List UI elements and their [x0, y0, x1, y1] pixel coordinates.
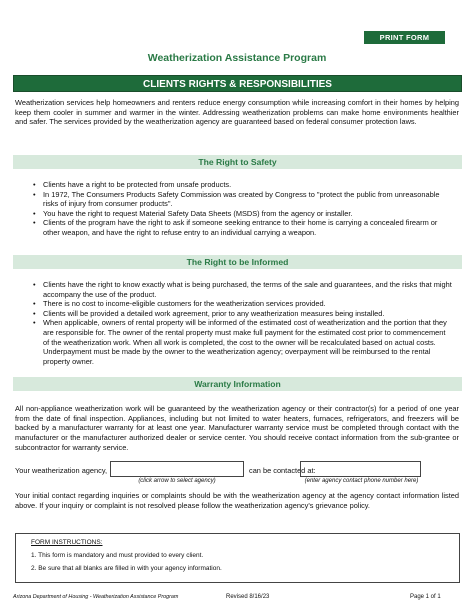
footer-page-number: Page 1 of 1 — [410, 594, 441, 600]
warranty-paragraph: All non-appliance weatherization work will be guaranteed by the weatherization agency or their contractor(s) for a period of one year from the date of final inspection. Appliances, including but not limited to water heaters, furnaces, refrigerators, and freezers will be backed by a manufacturer warranty for at least one year. Manufacturer warranty service must be completed through contact with the manufacturer or the manufacturer authorized dealer or service center. You should receive contact information from the sub-grantee or subcontractor for warranty service. — [15, 404, 459, 452]
instruction-item: 2. Be sure that all blanks are filled in with your agency information. — [31, 565, 222, 572]
agency-contact-row — [15, 461, 460, 487]
section-informed-heading: The Right to be Informed — [13, 255, 462, 269]
closing-paragraph: Your initial contact regarding inquiries or complaints should be with the weatherization agency at the agency contact information listed above. If your inquiry or complaint is not resolved please follow the weatherization agency's grievance policy. — [15, 491, 459, 510]
list-item: • Clients have the right to know exactly what is being purchased, the terms of the sale and guarantees, and the risks that might accompany the use of the product. — [33, 280, 453, 299]
form-instructions-box — [15, 533, 460, 583]
agency-label: Your weatherization agency, — [15, 466, 108, 475]
list-item: • Clients of the program have the right to ask if someone seeking entrance to their home is carrying a concealed firearm or other weapon, and have the right to refuse entry to an individual carrying a weapon. — [33, 218, 453, 237]
print-form-button[interactable]: PRINT FORM — [364, 31, 445, 44]
section-safety-heading: The Right to Safety — [13, 155, 462, 169]
main-heading: CLIENTS RIGHTS & RESPONSIBILITIES — [13, 75, 462, 92]
instructions-heading: FORM INSTRUCTIONS: — [31, 539, 103, 546]
safety-list — [33, 180, 453, 238]
list-item: • You have the right to request Material Safety Data Sheets (MSDS) from the agency or installer. — [33, 209, 453, 219]
contact-phone-field[interactable] — [300, 461, 421, 477]
contact-hint: (enter agency contact phone number here) — [304, 478, 419, 484]
informed-list — [33, 280, 453, 366]
footer-organization: Arizona Department of Housing - Weatherization Assistance Program — [13, 594, 179, 600]
instruction-item: 1. This form is mandatory and must provided to every client. — [31, 552, 204, 559]
agency-hint: (click arrow to select agency) — [138, 478, 216, 484]
agency-select[interactable] — [110, 461, 244, 477]
program-title: Weatherization Assistance Program — [147, 52, 327, 64]
footer-revision: Revised 8/16/23 — [226, 594, 270, 600]
list-item: • In 1972, The Consumers Products Safety Commission was created by Congress to "protect the public from unreasonable risks of injury from consumer products". — [33, 190, 453, 209]
list-item: • There is no cost to income-eligible customers for the weatherization services provided. — [33, 299, 453, 309]
list-item: • Clients will be provided a detailed work agreement, prior to any weatherization measures being installed. — [33, 309, 453, 319]
section-warranty-heading: Warranty Information — [13, 377, 462, 391]
list-item: • Clients have a right to be protected from unsafe products. — [33, 180, 453, 190]
list-item: • When applicable, owners of rental property will be informed of the estimated cost of weatherization and the portion that they are responsible for. The owner of the rental property must make full payment for the estimated cost prior to commencement of the weatherization work. When all work is completed, the cost to the owner will be recalculated based on actual costs. Underpayment must be made by the owner to the weatherization agency; overpayment will be reimbursed to the rental property owner. — [33, 318, 453, 366]
intro-paragraph: Weatherization services help homeowners and renters reduce energy consumption while increasing comfort in their homes by helping keep them cooler in summer and warmer in the winter. Addressing weatherization problems can make home environments healthier and safer. The services provided by the weatherization agency are guaranteed based on federal consumer protection laws. — [15, 98, 459, 127]
contact-label: can be contacted at: — [249, 466, 316, 475]
